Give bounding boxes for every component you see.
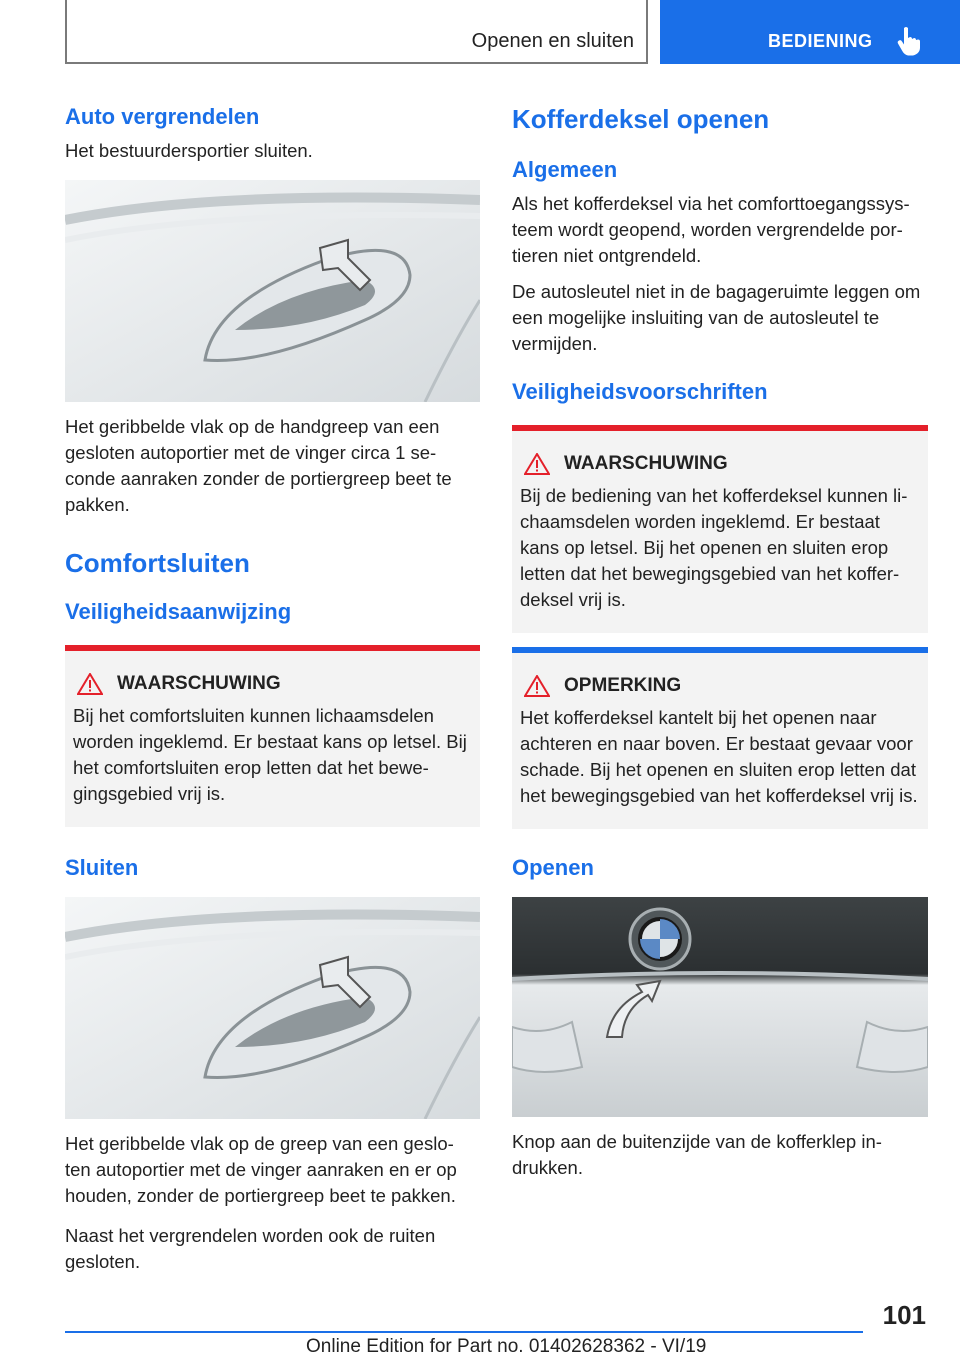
text-close-instructions: Het geribbelde vlak op de greep van een geslo- ten autoportier met de vinger aanraken en er op houden, zonder de portiergreep beet te pakken. bbox=[65, 1133, 457, 1206]
heading-open-trunk: Kofferdeksel openen bbox=[512, 104, 770, 134]
warning-triangle-icon bbox=[524, 453, 550, 475]
warning-triangle-icon bbox=[524, 675, 550, 697]
header-section-tab bbox=[660, 0, 960, 64]
warning-box-comfort bbox=[65, 645, 480, 827]
heading-general: Algemeen bbox=[512, 157, 618, 182]
heading-lock-car: Auto vergrendelen bbox=[65, 104, 260, 129]
warning-label: WAARSCHUWING bbox=[117, 673, 281, 694]
warning-label: WAARSCHUWING bbox=[564, 453, 728, 474]
header-section: BEDIENING bbox=[768, 31, 873, 51]
heading-safety-note: Veiligheidsaanwijzing bbox=[65, 599, 292, 624]
trunk-button-image bbox=[512, 897, 928, 1117]
footer-edition: Online Edition for Part no. 01402628362 - VI/19 bbox=[306, 1336, 707, 1357]
warning-text: Bij de bediening van het kofferdeksel kunnen li- chaamsdelen worden ingeklemd. Er bestaat kans op letsel. Bij het openen en sluiten erop letten dat het bewegingsgebied van het koffer- deksel vrij is. bbox=[520, 485, 908, 610]
text-general-1: Als het kofferdeksel via het comforttoegangssys- teem wordt geopend, worden vergrendelde por- tieren niet ontgrendeld. bbox=[512, 193, 910, 266]
heading-safety-rules: Veiligheidsvoorschriften bbox=[512, 379, 768, 404]
header-title-box bbox=[65, 0, 648, 64]
door-handle-image-1 bbox=[65, 180, 480, 402]
warning-triangle-icon bbox=[77, 673, 103, 695]
note-title bbox=[520, 675, 920, 697]
note-box-trunk bbox=[512, 647, 928, 829]
footer-divider bbox=[65, 1331, 863, 1333]
left-column bbox=[65, 100, 480, 1275]
warning-text: Bij het comfortsluiten kunnen lichaamsdelen worden ingeklemd. Er bestaat kans op letsel. Bij het comfortsluiten erop letten dat het bewe- gingsgebied vrij is. bbox=[73, 705, 467, 804]
warning-title bbox=[520, 453, 920, 475]
warning-box-trunk bbox=[512, 425, 928, 633]
text-general-2: De autosleutel niet in de bagageruimte leggen om een mogelijke insluiting van de autosleutel te vermijden. bbox=[512, 281, 921, 354]
page-number: 101 bbox=[882, 1300, 926, 1330]
right-column bbox=[512, 100, 928, 1181]
text-ribbed-surface: Het geribbelde vlak op de handgreep van een gesloten autoportier met de vinger circa 1 se- conde aanraken zonder de portiergreep beet te pakken. bbox=[65, 416, 452, 515]
door-handle-image-2 bbox=[65, 897, 480, 1119]
note-label: OPMERKING bbox=[564, 675, 682, 696]
heading-open: Openen bbox=[512, 855, 594, 880]
heading-comfort-close: Comfortsluiten bbox=[65, 548, 250, 578]
text-windows-closed: Naast het vergrendelen worden ook de ruiten gesloten. bbox=[65, 1225, 436, 1272]
warning-title bbox=[73, 673, 472, 695]
note-text: Het kofferdeksel kantelt bij het openen naar achteren en naar boven. Er bestaat gevaar voor schade. Bij het openen en sluiten erop letten dat het bewegingsgebied van het kofferdeksel vrij is. bbox=[520, 707, 918, 806]
hand-pointer-icon bbox=[896, 25, 922, 57]
heading-close: Sluiten bbox=[65, 855, 139, 880]
text-open-instructions: Knop aan de buitenzijde van de kofferklep in- drukken. bbox=[512, 1131, 882, 1178]
text-lock-car: Het bestuurdersportier sluiten. bbox=[65, 140, 313, 161]
header-title: Openen en sluiten bbox=[471, 30, 634, 52]
